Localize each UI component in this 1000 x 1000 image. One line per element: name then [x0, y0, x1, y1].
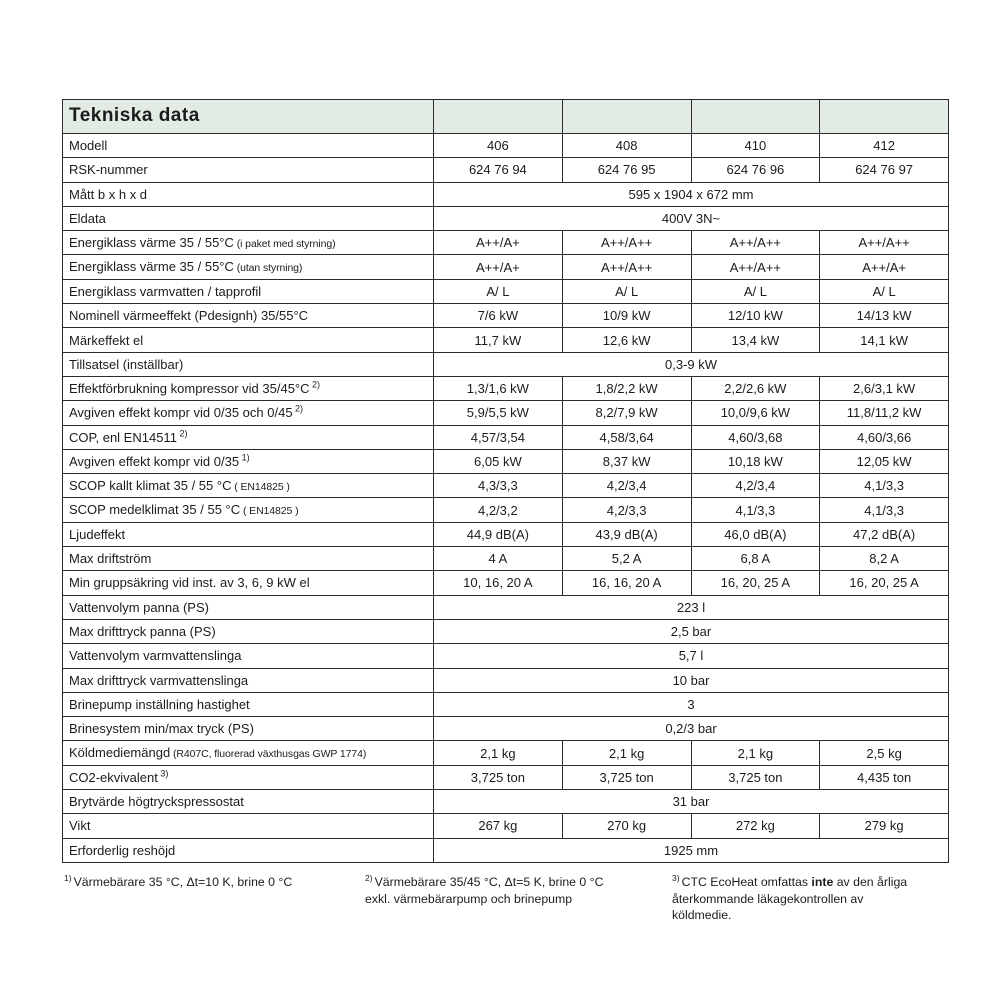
row-label — [63, 571, 434, 595]
value-cell: 2,1 kg — [434, 741, 563, 765]
footnote-3 — [672, 874, 922, 924]
value-cell: 7/6 kW — [434, 304, 563, 328]
footnote-marker: 3) — [672, 872, 680, 883]
header-cell-empty — [434, 100, 563, 134]
table-row — [63, 474, 949, 498]
value-cell: 4,1/3,3 — [691, 498, 820, 522]
value-cell: 624 76 97 — [820, 158, 949, 182]
row-label-text: Mått b x h x d — [69, 186, 148, 202]
value-cell: 14/13 kW — [820, 304, 949, 328]
table-row — [63, 182, 949, 206]
row-label-text: Tillsatsel (inställbar) — [69, 356, 184, 372]
value-cell-span: 223 l — [434, 595, 949, 619]
value-cell: 16, 20, 25 A — [691, 571, 820, 595]
table-row — [63, 425, 949, 449]
value-cell: 4,60/3,68 — [691, 425, 820, 449]
row-label-text: SCOP medelklimat 35 / 55 °C — [69, 502, 241, 518]
value-cell: 2,6/3,1 kW — [820, 376, 949, 400]
value-cell: 44,9 dB(A) — [434, 522, 563, 546]
row-label — [63, 158, 434, 182]
value-cell: 43,9 dB(A) — [562, 522, 691, 546]
value-cell: 6,05 kW — [434, 449, 563, 473]
table-row — [63, 376, 949, 400]
footnote-1 — [64, 874, 356, 891]
table-row — [63, 717, 949, 741]
table-body — [63, 134, 949, 863]
value-cell: A++/A++ — [562, 231, 691, 255]
row-label-note: ( EN14825 ) — [231, 481, 290, 494]
value-cell: 2,2/2,6 kW — [691, 376, 820, 400]
value-cell: A++/A+ — [434, 255, 563, 279]
row-label — [63, 206, 434, 230]
row-label-text: Energiklass varmvatten / tapprofil — [69, 283, 262, 299]
value-cell: 267 kg — [434, 814, 563, 838]
footnote-marker: 2) — [176, 428, 188, 439]
table-title: Tekniska data — [63, 100, 434, 134]
value-cell-span: 1925 mm — [434, 838, 949, 862]
value-cell: A++/A+ — [820, 255, 949, 279]
value-cell: 279 kg — [820, 814, 949, 838]
header-cell-empty — [562, 100, 691, 134]
value-cell: 5,9/5,5 kW — [434, 401, 563, 425]
row-label — [63, 547, 434, 571]
row-label — [63, 522, 434, 546]
header-cell-empty — [820, 100, 949, 134]
row-label — [63, 595, 434, 619]
row-label-text: Effektförbrukning kompressor vid 35/45°C — [69, 381, 310, 397]
footnote-text: exkl. värmebärarpump och brinepump — [365, 891, 573, 906]
value-cell: 10, 16, 20 A — [434, 571, 563, 595]
value-cell: 46,0 dB(A) — [691, 522, 820, 546]
footnote-text: av den årliga återkommande läkagekontrollen av köldmedie. — [672, 875, 908, 923]
value-cell: 2,5 kg — [820, 741, 949, 765]
value-cell: A++/A+ — [434, 231, 563, 255]
value-cell: 10,18 kW — [691, 449, 820, 473]
row-label — [63, 182, 434, 206]
value-cell: 12/10 kW — [691, 304, 820, 328]
footnote-marker: 2) — [309, 379, 321, 390]
row-label-text: Max driftström — [69, 551, 152, 567]
row-label — [63, 790, 434, 814]
table-row — [63, 765, 949, 789]
value-cell: A++/A++ — [691, 255, 820, 279]
table-row — [63, 206, 949, 230]
value-cell: 3,725 ton — [691, 765, 820, 789]
value-cell-span: 5,7 l — [434, 644, 949, 668]
value-cell: 624 76 94 — [434, 158, 563, 182]
value-cell: 4,57/3,54 — [434, 425, 563, 449]
value-cell: 412 — [820, 134, 949, 158]
row-label-text: Brinesystem min/max tryck (PS) — [69, 721, 254, 737]
value-cell: 4,2/3,4 — [562, 474, 691, 498]
value-cell: 4,435 ton — [820, 765, 949, 789]
table-row — [63, 692, 949, 716]
row-label — [63, 449, 434, 473]
footnote-marker: 2) — [292, 404, 304, 415]
value-cell: 8,2 A — [820, 547, 949, 571]
value-cell: 12,6 kW — [562, 328, 691, 352]
table-row — [63, 668, 949, 692]
value-cell-span: 400V 3N~ — [434, 206, 949, 230]
row-label-text: Ljudeffekt — [69, 526, 126, 542]
row-label-text: Avgiven effekt kompr vid 0/35 och 0/45 — [69, 405, 293, 421]
value-cell: 406 — [434, 134, 563, 158]
table-row — [63, 571, 949, 595]
row-label-text: Energiklass värme 35 / 55°C — [69, 235, 234, 251]
row-label-text: Avgiven effekt kompr vid 0/35 — [69, 454, 240, 469]
row-label-text: Nominell värmeeffekt (Pdesignh) 35/55°C — [69, 308, 309, 324]
row-label — [63, 474, 434, 498]
row-label — [63, 255, 434, 279]
value-cell: 16, 16, 20 A — [562, 571, 691, 595]
value-cell: 8,37 kW — [562, 449, 691, 473]
value-cell: 2,1 kg — [562, 741, 691, 765]
footnote-marker: 1) — [64, 872, 72, 883]
row-label-text: Vattenvolym panna (PS) — [69, 599, 209, 615]
row-label — [63, 401, 434, 425]
row-label-note: (i paket med styrning) — [233, 238, 336, 251]
row-label-text: Köldmediemängd — [69, 745, 171, 761]
table-row — [63, 741, 949, 765]
footnote-text: inte — [811, 875, 834, 889]
value-cell: A/ L — [434, 279, 563, 303]
value-cell-span: 0,2/3 bar — [434, 717, 949, 741]
table-row — [63, 814, 949, 838]
row-label — [63, 425, 434, 449]
value-cell: 1,3/1,6 kW — [434, 376, 563, 400]
table-row — [63, 401, 949, 425]
row-label-text: Erforderlig reshöjd — [69, 842, 176, 858]
value-cell: 4,1/3,3 — [820, 474, 949, 498]
value-cell: 4,2/3,4 — [691, 474, 820, 498]
value-cell: 4 A — [434, 547, 563, 571]
footnote-marker: 3) — [157, 768, 169, 779]
row-label-text: CO2-ekvivalent — [69, 769, 158, 785]
row-label-text: Modell — [69, 138, 108, 154]
value-cell: 410 — [691, 134, 820, 158]
value-cell-span: 2,5 bar — [434, 619, 949, 643]
tekniska-data-table — [62, 99, 948, 863]
value-cell-span: 595 x 1904 x 672 mm — [434, 182, 949, 206]
value-cell-span: 31 bar — [434, 790, 949, 814]
row-label — [63, 838, 434, 862]
value-cell-span: 10 bar — [434, 668, 949, 692]
row-label-note: ( EN14825 ) — [240, 505, 299, 518]
footnote-marker: 1) — [239, 452, 250, 463]
row-label-text: Brytvärde högtryckspressostat — [69, 794, 244, 810]
table-row — [63, 231, 949, 255]
row-label-text: Max drifttryck varmvattenslinga — [69, 672, 249, 688]
value-cell: A/ L — [691, 279, 820, 303]
value-cell: 11,7 kW — [434, 328, 563, 352]
row-label-note: (R407C, fluorerad växthusgas GWP 1774) — [170, 748, 367, 761]
header-cell-empty — [691, 100, 820, 134]
table-header-row — [63, 100, 949, 134]
row-label — [63, 304, 434, 328]
table-row — [63, 158, 949, 182]
value-cell: 10,0/9,6 kW — [691, 401, 820, 425]
value-cell: 4,1/3,3 — [820, 498, 949, 522]
value-cell: 2,1 kg — [691, 741, 820, 765]
value-cell: A++/A++ — [691, 231, 820, 255]
table-row — [63, 352, 949, 376]
table-row — [63, 547, 949, 571]
value-cell: 3,725 ton — [562, 765, 691, 789]
row-label — [63, 741, 434, 765]
value-cell: 408 — [562, 134, 691, 158]
row-label-note: (utan styrning) — [233, 262, 303, 275]
row-label — [63, 717, 434, 741]
value-cell: A++/A++ — [562, 255, 691, 279]
row-label — [63, 644, 434, 668]
row-label — [63, 328, 434, 352]
value-cell: 272 kg — [691, 814, 820, 838]
row-label-text: Min gruppsäkring vid inst. av 3, 6, 9 kW el — [69, 575, 310, 591]
table-row — [63, 255, 949, 279]
value-cell: 4,3/3,3 — [434, 474, 563, 498]
value-cell-span: 0,3-9 kW — [434, 352, 949, 376]
value-cell: 16, 20, 25 A — [820, 571, 949, 595]
table-row — [63, 304, 949, 328]
value-cell: 12,05 kW — [820, 449, 949, 473]
table-row — [63, 134, 949, 158]
value-cell: 5,2 A — [562, 547, 691, 571]
row-label-text: Vikt — [69, 818, 91, 834]
row-label-text: RSK-nummer — [69, 162, 148, 178]
row-label-text: Brinepump inställning hastighet — [69, 696, 250, 712]
table-row — [63, 522, 949, 546]
row-label — [63, 692, 434, 716]
table-row — [63, 595, 949, 619]
value-cell: 4,58/3,64 — [562, 425, 691, 449]
table-row — [63, 498, 949, 522]
value-cell: 14,1 kW — [820, 328, 949, 352]
row-label — [63, 765, 434, 789]
row-label-text: COP, enl EN14511 — [69, 429, 177, 445]
row-label — [63, 352, 434, 376]
table-row — [63, 449, 949, 473]
footnote-marker: 2) — [365, 872, 373, 883]
row-label-text: SCOP kallt klimat 35 / 55 °C — [69, 478, 232, 494]
value-cell: 624 76 95 — [562, 158, 691, 182]
footnote-text: Värmebärare 35 °C, Δt=10 K, brine 0 °C — [73, 875, 293, 889]
value-cell: 6,8 A — [691, 547, 820, 571]
value-cell-span: 3 — [434, 692, 949, 716]
table-row — [63, 644, 949, 668]
value-cell: 11,8/11,2 kW — [820, 401, 949, 425]
value-cell: A++/A++ — [820, 231, 949, 255]
row-label — [63, 498, 434, 522]
table-row — [63, 790, 949, 814]
value-cell: 4,60/3,66 — [820, 425, 949, 449]
row-label — [63, 376, 434, 400]
row-label — [63, 619, 434, 643]
value-cell: 4,2/3,2 — [434, 498, 563, 522]
row-label-text: Energiklass värme 35 / 55°C — [69, 259, 234, 275]
footnote-2 — [365, 874, 650, 907]
row-label-text: Märkeffekt el — [69, 332, 144, 348]
row-label — [63, 279, 434, 303]
value-cell: A/ L — [562, 279, 691, 303]
table-row — [63, 838, 949, 862]
value-cell: 13,4 kW — [691, 328, 820, 352]
value-cell: 10/9 kW — [562, 304, 691, 328]
value-cell: A/ L — [820, 279, 949, 303]
row-label — [63, 134, 434, 158]
value-cell: 8,2/7,9 kW — [562, 401, 691, 425]
row-label — [63, 668, 434, 692]
table-row — [63, 279, 949, 303]
value-cell: 3,725 ton — [434, 765, 563, 789]
spec-table — [62, 99, 949, 863]
value-cell: 4,2/3,3 — [562, 498, 691, 522]
value-cell: 47,2 dB(A) — [820, 522, 949, 546]
row-label-text: Max drifttryck panna (PS) — [69, 624, 216, 640]
row-label — [63, 231, 434, 255]
table-row — [63, 619, 949, 643]
footnote-text: CTC EcoHeat omfattas — [681, 875, 812, 889]
table-row — [63, 328, 949, 352]
value-cell: 624 76 96 — [691, 158, 820, 182]
row-label-text: Vattenvolym varmvattenslinga — [69, 648, 242, 664]
value-cell: 1,8/2,2 kW — [562, 376, 691, 400]
value-cell: 270 kg — [562, 814, 691, 838]
row-label — [63, 814, 434, 838]
footnote-text: Värmebärare 35/45 °C, Δt=5 K, brine 0 °C — [374, 875, 604, 889]
row-label-text: Eldata — [69, 211, 106, 227]
